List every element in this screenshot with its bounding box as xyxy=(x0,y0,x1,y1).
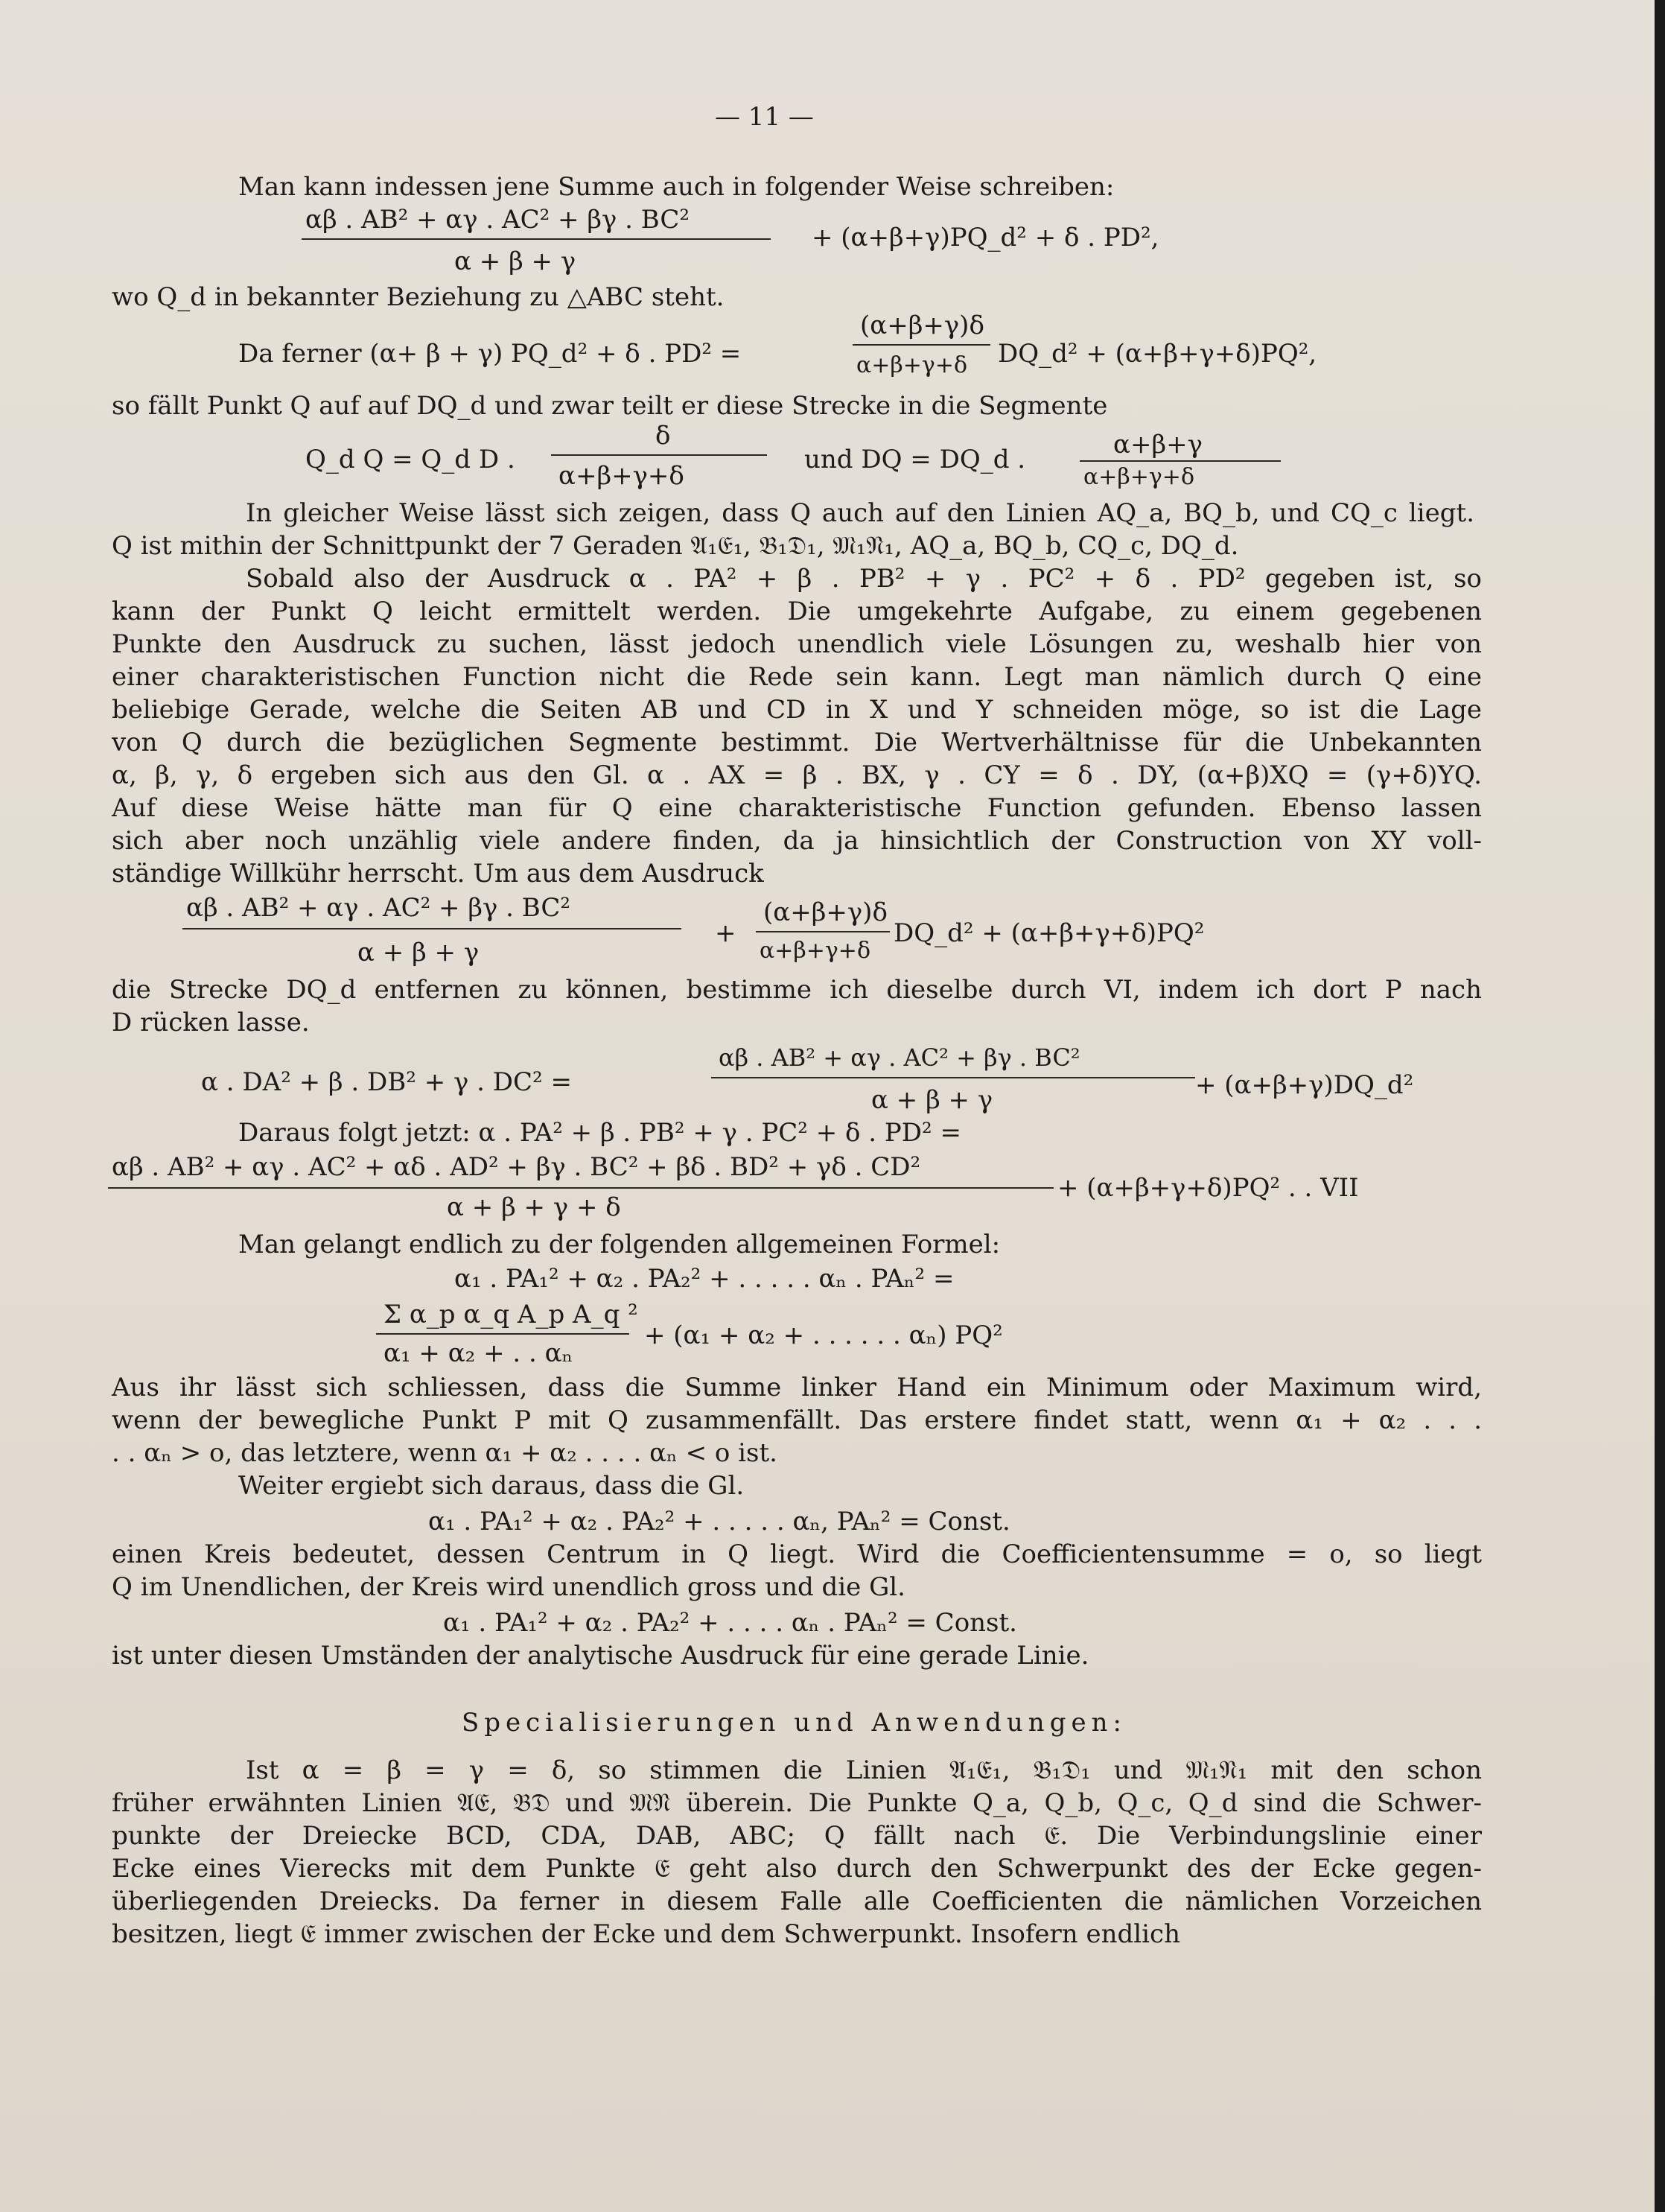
text-line: einer charakteristischen Function nicht die Rede sein kann. Legt man nämlich durch Q eine xyxy=(112,662,1482,692)
text-line: Daraus folgt jetzt: α . PA² + β . PB² + γ . PC² + δ . PD² = xyxy=(238,1118,961,1148)
fraction-bar xyxy=(376,1333,629,1335)
formula-line: α₁ . PA₁² + α₂ . PA₂² + . . . . . αₙ, PAₙ² = Const. xyxy=(428,1507,1010,1536)
formula-denominator: α + β + γ xyxy=(871,1085,993,1115)
text-line: Man kann indessen jene Summe auch in folgender Weise schreiben: xyxy=(238,172,1115,202)
text-line: Aus ihr lässt sich schliessen, dass die Summe linker Hand ein Minimum oder Maximum wird, xyxy=(112,1373,1482,1402)
text-line: sich aber noch unzählig viele andere finden, da ja hinsichtlich der Construction von XY voll- xyxy=(112,826,1482,856)
text-line: ständige Willkühr herrscht. Um aus dem Ausdruck xyxy=(112,859,764,889)
page-number: — 11 — xyxy=(715,102,814,132)
text-line: Ist α = β = γ = δ, so stimmen die Linien 𝔄₁𝔈₁, 𝔅₁𝔇₁ und 𝔐₁𝔑₁ mit den schon xyxy=(246,1755,1482,1785)
formula-numerator: (α+β+γ)δ xyxy=(763,897,888,927)
fraction-bar xyxy=(108,1187,1054,1189)
formula-term: + (α+β+γ)PQ_d² + δ . PD², xyxy=(812,223,1159,252)
text-line: die Strecke DQ_d entfernen zu können, bestimme ich dieselbe durch VI, indem ich dort P nach xyxy=(112,975,1482,1005)
text-line: beliebige Gerade, welche die Seiten AB und CD in X und Y schneiden möge, so ist die Lage xyxy=(112,695,1482,725)
text-line: wenn der bewegliche Punkt P mit Q zusammenfällt. Das erstere findet statt, wenn α₁ + α₂ . . . xyxy=(112,1405,1482,1435)
formula-denominator: α + β + γ xyxy=(357,938,480,967)
text-line: Q im Unendlichen, der Kreis wird unendlich gross und die Gl. xyxy=(112,1572,905,1602)
text-line: einen Kreis bedeutet, dessen Centrum in Q liegt. Wird die Coefficientensumme = o, so liegt xyxy=(112,1539,1482,1569)
formula-numerator: (α+β+γ)δ xyxy=(860,311,984,340)
text-line: Auf diese Weise hätte man für Q eine charakteristische Function gefunden. Ebenso lassen xyxy=(112,793,1482,823)
text-line: früher erwähnten Linien 𝔄𝔈, 𝔅𝔇 und 𝔐𝔑 überein. Die Punkte Q_a, Q_b, Q_c, Q_d sind die Schwer- xyxy=(112,1788,1482,1818)
formula-denominator: α + β + γ xyxy=(454,247,576,276)
formula-denominator: α + β + γ + δ xyxy=(447,1192,621,1222)
formula-denominator: α+β+γ+δ xyxy=(760,938,871,964)
formula-numerator: αβ . AB² + αγ . AC² + βγ . BC² xyxy=(305,205,690,235)
fraction-bar xyxy=(756,931,890,932)
formula-plus: + xyxy=(715,918,736,948)
text-line: kann der Punkt Q leicht ermittelt werden. Die umgekehrte Aufgabe, zu einem gegebenen xyxy=(112,597,1482,626)
scan-edge xyxy=(1655,0,1665,2212)
text-line: Q ist mithin der Schnittpunkt der 7 Geraden 𝔄₁𝔈₁, 𝔅₁𝔇₁, 𝔐₁𝔑₁, AQ_a, BQ_b, CQ_c, DQ_d. xyxy=(112,531,1239,561)
formula-line: α₁ . PA₁² + α₂ . PA₂² + . . . . αₙ . PAₙ² = Const. xyxy=(443,1608,1017,1638)
formula-denominator: α₁ + α₂ + . . αₙ xyxy=(383,1338,573,1368)
fraction-bar xyxy=(551,454,767,456)
formula-numerator: δ xyxy=(655,421,671,451)
formula-line: α₁ . PA₁² + α₂ . PA₂² + . . . . . αₙ . PAₙ² = xyxy=(454,1264,955,1294)
formula-numerator: Σ α_p α_q A_p A_q ² xyxy=(383,1300,638,1329)
text-line: In gleicher Weise lässt sich zeigen, dass Q auch auf den Linien AQ_a, BQ_b, und CQ_c liegt. xyxy=(246,498,1474,528)
fraction-bar xyxy=(853,344,990,346)
text-line: Sobald also der Ausdruck α . PA² + β . PB² + γ . PC² + δ . PD² gegeben ist, so xyxy=(246,564,1482,594)
formula-numerator: αβ . AB² + αγ . AC² + βγ . BC² xyxy=(186,893,570,923)
formula-lhs: Q_d Q = Q_d D . xyxy=(305,445,515,474)
formula-denominator: α+β+γ+δ xyxy=(856,352,968,378)
formula-lhs: Da ferner (α+ β + γ) PQ_d² + δ . PD² = xyxy=(238,339,742,369)
fraction-bar xyxy=(711,1077,1195,1078)
formula-term: + (α₁ + α₂ + . . . . . . αₙ) PQ² xyxy=(644,1320,1003,1350)
text-line: . . αₙ > o, das letztere, wenn α₁ + α₂ . . . . αₙ < o ist. xyxy=(112,1438,777,1468)
text-line: Ecke eines Vierecks mit dem Punkte 𝔈 geht also durch den Schwerpunkt des der Ecke gegen- xyxy=(112,1854,1482,1884)
formula-mid: und DQ = DQ_d . xyxy=(804,445,1026,474)
formula-term: DQ_d² + (α+β+γ+δ)PQ² xyxy=(894,918,1205,948)
text-line: Man gelangt endlich zu der folgenden allgemeinen Formel: xyxy=(238,1230,1001,1259)
text-line: α, β, γ, δ ergeben sich aus den Gl. α . AX = β . BX, γ . CY = δ . DY, (α+β)XQ = (γ+δ)YQ. xyxy=(112,760,1482,790)
text-line: so fällt Punkt Q auf auf DQ_d und zwar teilt er diese Strecke in die Segmente xyxy=(112,391,1108,421)
fraction-bar xyxy=(182,928,681,929)
formula-denominator: α+β+γ+δ xyxy=(558,461,684,491)
text-line: Punkte den Ausdruck zu suchen, lässt jedoch unendlich viele Lösungen zu, weshalb hier von xyxy=(112,629,1482,659)
formula-term: + (α+β+γ+δ)PQ² . . VII xyxy=(1057,1173,1359,1203)
text-line: besitzen, liegt 𝔈 immer zwischen der Ecke und dem Schwerpunkt. Insofern endlich xyxy=(112,1919,1180,1949)
formula-numerator: α+β+γ xyxy=(1113,430,1203,460)
text-line: von Q durch die bezüglichen Segmente bestimmt. Die Wertverhältnisse für die Unbekannten xyxy=(112,728,1482,757)
text-line: ist unter diesen Umständen der analytische Ausdruck für eine gerade Linie. xyxy=(112,1641,1089,1671)
formula-term: DQ_d² + (α+β+γ+δ)PQ², xyxy=(998,339,1317,369)
fraction-bar xyxy=(1080,460,1281,462)
section-heading: Specialisierungen und Anwendungen: xyxy=(462,1708,1127,1738)
text-line: überliegenden Dreiecks. Da ferner in diesem Falle alle Coefficienten die nämlichen Vorzeichen xyxy=(112,1887,1482,1916)
formula-numerator: αβ . AB² + αγ . AC² + αδ . AD² + βγ . BC² + βδ . BD² + γδ . CD² xyxy=(112,1152,921,1182)
text-line: wo Q_d in bekannter Beziehung zu △ABC steht. xyxy=(112,282,725,312)
text-line: Weiter ergiebt sich daraus, dass die Gl. xyxy=(238,1471,745,1501)
formula-denominator: α+β+γ+δ xyxy=(1083,464,1195,490)
fraction-bar xyxy=(302,238,771,240)
text-line: punkte der Dreiecke BCD, CDA, DAB, ABC; Q fällt nach 𝔈. Die Verbindungslinie einer xyxy=(112,1821,1482,1851)
formula-numerator: αβ . AB² + αγ . AC² + βγ . BC² xyxy=(719,1043,1080,1072)
formula-term: + (α+β+γ)DQ_d² xyxy=(1195,1070,1414,1100)
formula-lhs: α . DA² + β . DB² + γ . DC² = xyxy=(201,1067,572,1097)
text-line: D rücken lasse. xyxy=(112,1008,310,1037)
